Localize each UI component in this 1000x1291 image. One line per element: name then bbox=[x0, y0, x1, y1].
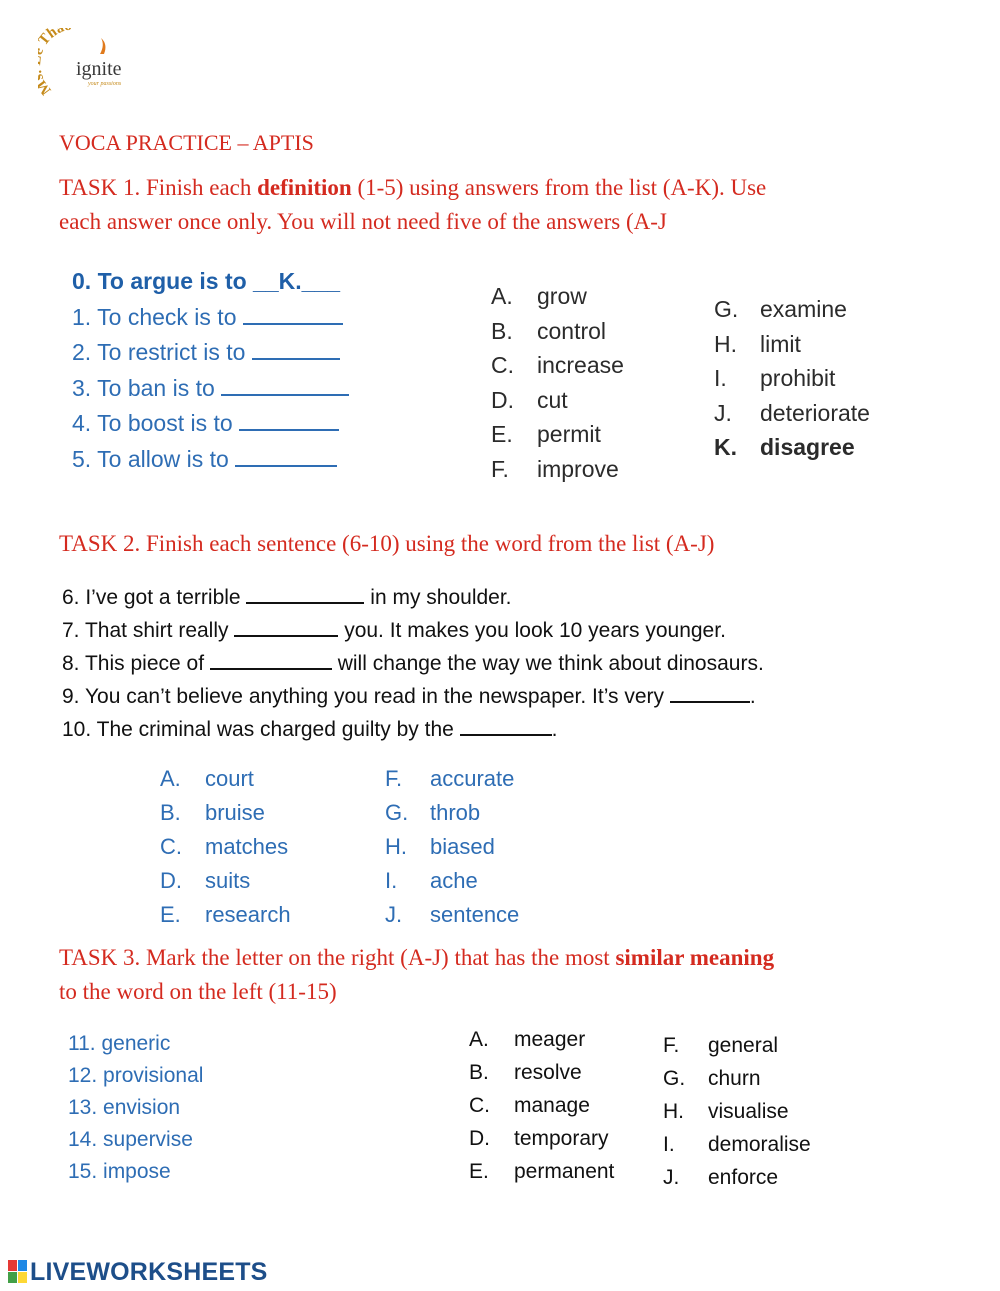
option-item: H. biased bbox=[385, 834, 495, 859]
logo-tagline: your passions bbox=[88, 81, 122, 87]
answer-blank[interactable] bbox=[221, 372, 349, 396]
flame-icon bbox=[100, 38, 105, 54]
task2-sentence: 10. The criminal was charged guilty by the . bbox=[62, 712, 764, 745]
option-item: I. ache bbox=[385, 868, 478, 893]
answer-blank[interactable] bbox=[670, 679, 750, 703]
task1-instructions: TASK 1. Finish each definition (1-5) using answers from the list (A-K). Use bbox=[59, 175, 767, 200]
task3-words bbox=[68, 1028, 203, 1188]
task2-sentences bbox=[62, 580, 764, 745]
logo-brand: ignite bbox=[76, 58, 122, 80]
task1-question: 5. To allow is to bbox=[72, 442, 349, 478]
task3-word: 12. provisional bbox=[68, 1064, 204, 1087]
option-item: B. bruise bbox=[160, 800, 265, 825]
option-item: G. throb bbox=[385, 800, 481, 825]
task1-options-right bbox=[714, 292, 870, 465]
worksheet-title: VOCA PRACTICE – APTIS bbox=[59, 130, 314, 155]
task3-word: 13. envision bbox=[68, 1096, 181, 1119]
option-item: C. increase bbox=[491, 352, 624, 378]
task2-sentence: 7. That shirt really you. It makes you look 10 years younger. bbox=[62, 613, 764, 646]
answer-blank[interactable] bbox=[252, 336, 340, 360]
task3-word: 14. supervise bbox=[68, 1128, 193, 1151]
option-item: F. improve bbox=[491, 455, 619, 482]
option-item: E. permanent bbox=[469, 1160, 615, 1183]
task2-options-right bbox=[385, 762, 519, 932]
answer-blank[interactable] bbox=[239, 407, 339, 431]
task1-question: 1. To check is to bbox=[72, 300, 349, 336]
option-item: E. research bbox=[160, 902, 291, 927]
task3-word: 11. generic bbox=[68, 1032, 171, 1055]
task1-question: 3. To ban is to bbox=[72, 371, 349, 407]
task3-word: 15. impose bbox=[68, 1160, 171, 1183]
task3-options-right bbox=[663, 1029, 811, 1194]
task2-instructions: TASK 2. Finish each sentence (6-10) using the word from the list (A-J) bbox=[59, 531, 715, 556]
task1-options-left bbox=[491, 279, 624, 486]
option-item: G. churn bbox=[663, 1067, 761, 1090]
answer-blank[interactable] bbox=[460, 712, 552, 736]
task1-questions bbox=[72, 264, 349, 477]
option-item: D. cut bbox=[491, 386, 568, 413]
option-item: C. matches bbox=[160, 834, 289, 859]
option-item: F. accurate bbox=[385, 766, 515, 791]
task3-instructions-line2: to the word on the left (11-15) bbox=[59, 979, 337, 1004]
logo-graphic bbox=[38, 28, 128, 103]
task1-example: 0. To argue is to __K.___ bbox=[72, 268, 341, 294]
option-item: A. court bbox=[160, 766, 254, 791]
option-item: D. suits bbox=[160, 868, 251, 893]
option-item: E. permit bbox=[491, 421, 601, 447]
option-item: F. general bbox=[663, 1034, 779, 1057]
option-item: C. manage bbox=[469, 1094, 590, 1117]
task2-options-left bbox=[160, 762, 291, 932]
task2-sentence: 6. I’ve got a terrible in my shoulder. bbox=[62, 580, 764, 613]
answer-blank[interactable] bbox=[246, 580, 364, 604]
answer-blank[interactable] bbox=[235, 443, 337, 467]
option-item: H. limit bbox=[714, 330, 801, 357]
option-item: J. enforce bbox=[663, 1166, 779, 1189]
option-item: A. meager bbox=[469, 1028, 586, 1051]
option-item: A. grow bbox=[491, 283, 587, 309]
option-item: B. control bbox=[491, 317, 607, 344]
task2-sentence: 9. You can’t believe anything you read in the newspaper. It’s very . bbox=[62, 679, 764, 712]
author-logo bbox=[38, 28, 128, 103]
option-item: G. examine bbox=[714, 296, 847, 322]
option-item: K. disagree bbox=[714, 434, 855, 460]
option-item: B. resolve bbox=[469, 1061, 582, 1084]
task1-instructions-line2: each answer once only. You will not need five of the answers (A-J bbox=[59, 209, 667, 234]
liveworksheets-icon bbox=[8, 1260, 28, 1284]
option-item: I. demoralise bbox=[663, 1133, 811, 1156]
option-item: J. deteriorate bbox=[714, 399, 870, 426]
option-item: H. visualise bbox=[663, 1100, 789, 1123]
liveworksheets-wordmark: LIVEWORKSHEETS bbox=[30, 1258, 268, 1286]
task3-options-left bbox=[469, 1023, 614, 1188]
task1-question: 4. To boost is to bbox=[72, 406, 349, 442]
answer-blank[interactable] bbox=[234, 613, 338, 637]
answer-blank[interactable] bbox=[243, 301, 343, 325]
task3-instructions: TASK 3. Mark the letter on the right (A-J) that has the most similar meaning bbox=[59, 945, 775, 970]
option-item: I. prohibit bbox=[714, 365, 836, 391]
option-item: J. sentence bbox=[385, 902, 520, 927]
logo-name: hả bbox=[44, 28, 67, 42]
task1-question: 2. To restrict is to bbox=[72, 335, 349, 371]
option-item: D. temporary bbox=[469, 1127, 609, 1150]
task2-sentence: 8. This piece of will change the way we think about dinosaurs. bbox=[62, 646, 764, 679]
answer-blank[interactable] bbox=[210, 646, 332, 670]
